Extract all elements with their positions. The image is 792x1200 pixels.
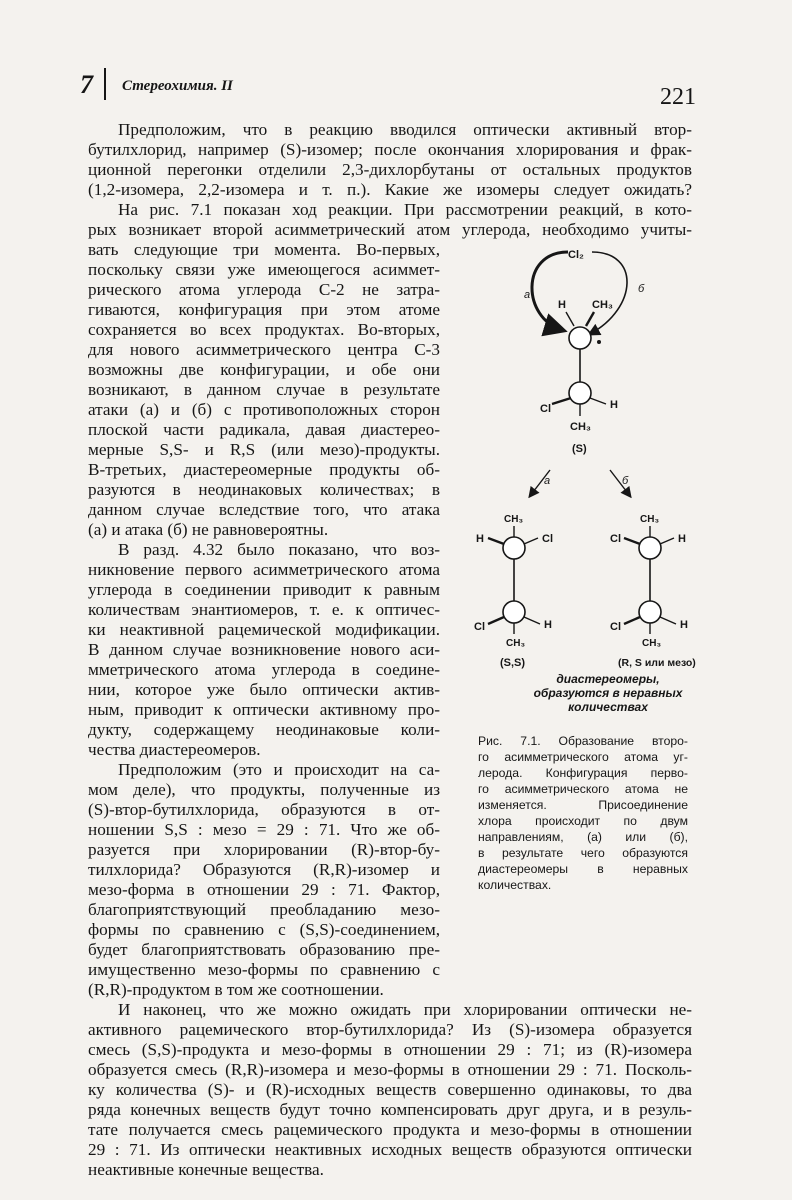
text-line: мметрического атома углерода в соедине-: [88, 660, 440, 679]
right-top-carbon: [639, 537, 661, 559]
text-line: мезо-форма в отношении 29 : 71. Фактор,: [88, 880, 440, 899]
text-line: В данном случае возникновение нового аси-: [88, 640, 440, 659]
text-line: ку количества (S)- и (R)-исходных веществ совершенно одинаковы, то два: [88, 1080, 692, 1099]
figure-caption-line: направлениям, (а) или (б),: [478, 830, 688, 844]
mid-ch3-label: CH₃: [570, 421, 591, 433]
text-line: атаки (а) и (б) с противоположных сторон: [88, 400, 440, 419]
attack-b-label: б: [638, 283, 645, 295]
text-line: Предположим (это и происходит на са-: [118, 760, 440, 779]
text-line: никновение первого асимметрического атома: [88, 560, 440, 579]
text-line: неактивные конечные вещества.: [88, 1160, 324, 1179]
text-line: ряда конечных веществ будут точно компенсировать друг друга, и в резуль-: [88, 1100, 692, 1119]
left-bottom-ch3: CH₃: [506, 638, 526, 649]
text-line: тате получается смесь рацемического продукта и мезо-формы в отношении: [88, 1120, 692, 1139]
mid-h-label: H: [610, 399, 618, 411]
text-line: мом деле), что продукты, полученные из: [88, 780, 440, 799]
start-label: (S): [572, 443, 587, 455]
figure-caption-line: Рис. 7.1. Образование второ-: [478, 734, 688, 748]
left-top-h: H: [476, 533, 484, 545]
text-line: образуется смесь (R,R)-изомера и мезо-формы в отношении 29 : 71. Посколь-: [88, 1060, 692, 1079]
page-number: 221: [660, 84, 696, 110]
header-divider: [104, 68, 106, 100]
text-line: поскольку связи уже имеющегося асиммет-: [88, 260, 440, 279]
asym-carbon: [569, 382, 591, 404]
text-line: В-третьих, диастереомерные продукты об-: [88, 460, 440, 479]
text-line: данном случае вследствие того, что атака: [88, 500, 440, 519]
text-line: В разд. 4.32 было показано, что воз-: [118, 540, 440, 559]
arrow-b-label: б: [622, 475, 629, 487]
text-line: 29 : 71. Из оптически неактивных исходных веществ образуются оптически: [88, 1140, 692, 1159]
text-line: И наконец, что же можно ожидать при хлорировании оптически не-: [118, 1000, 692, 1019]
left-top-cl: Cl: [542, 533, 553, 545]
text-line: (1,2-изомера, 2,2-изомера и т. п.). Какие же изомеры следует ожидать?: [88, 180, 692, 199]
text-line: разуется при хлорировании (R)-втор-бу-: [88, 840, 440, 859]
text-line: ки неактивной рацемической модификации.: [88, 620, 440, 639]
figure-caption-line: изменяется. Присоединение: [478, 798, 688, 812]
right-bottom-carbon: [639, 601, 661, 623]
left-bottom-h: H: [544, 619, 552, 631]
text-line: для нового асимметрического центра С-3: [88, 340, 440, 359]
diastereomer-note-line3: количествах: [568, 700, 648, 714]
text-line: мерные S,S- и R,S (или мезо)-продукты.: [88, 440, 440, 459]
text-line: будет благоприятствовать образованию пре-: [88, 940, 440, 959]
text-line: ционной перегонки отделили 2,3-дихлорбутаны от остальных продуктов: [88, 160, 692, 179]
arrow-a-label: а: [544, 475, 551, 487]
text-line: чества диастереомеров.: [88, 740, 261, 759]
text-line: тилхлорида? Образуются (R,R)-изомер и: [88, 860, 440, 879]
attack-a-label: а: [524, 289, 531, 301]
right-top-cl: Cl: [610, 533, 621, 545]
reaction-figure: [460, 238, 700, 678]
left-top-carbon: [503, 537, 525, 559]
top-h-label: H: [558, 299, 566, 311]
text-line: бутилхлорид, например (S)-изомер; после окончания хлорирования и фрак-: [88, 140, 692, 159]
text-line: формы по сравнению с (S,S)-соединением,: [88, 920, 440, 939]
figure-caption-line: лерода. Конфигурация перво-: [478, 766, 688, 780]
text-line: углерода в соединении приводит к равным: [88, 580, 440, 599]
text-line: возникают, в данном случае в результате: [88, 380, 440, 399]
text-line: активного рацемического втор-бутилхлорида? Из (S)-изомера образуется: [88, 1020, 692, 1039]
text-line: смесь (S,S)-продукта и мезо-формы в отношении 29 : 71; из (R)-изомера: [88, 1040, 692, 1059]
diastereomer-note-line2: образуются в неравных: [533, 686, 683, 700]
right-bottom-cl: Cl: [610, 621, 621, 633]
cl2-label: Cl₂: [568, 249, 584, 261]
text-line: разуются в неодинаковых количествах; в: [88, 480, 440, 499]
chapter-number: 7: [80, 70, 93, 99]
text-line: Предположим, что в реакцию вводился оптически активный втор-: [118, 120, 692, 139]
left-top-ch3: CH₃: [504, 514, 524, 525]
attack-arc-a: [532, 252, 568, 330]
text-line: (S)-втор-бутилхлорида, образуются в от-: [88, 800, 440, 819]
figure-caption-line: в результате чего образуются: [478, 846, 688, 860]
text-line: возможны две конфигурации, и обе они: [88, 360, 440, 379]
attack-arc-b: [590, 252, 627, 334]
text-line: ношении S,S : мезо = 29 : 71. Что же об-: [88, 820, 440, 839]
running-title: Стереохимия. II: [122, 78, 233, 94]
text-line: (а) и атака (б) не равновероятны.: [88, 520, 329, 539]
figure-caption-line: го асимметрического атома не: [478, 782, 688, 796]
text-line: вать следующие три момента. Во-первых,: [88, 240, 440, 259]
text-line: На рис. 7.1 показан ход реакции. При рассмотрении реакций, в кото-: [118, 200, 692, 219]
text-line: имущественно мезо-формы по сравнению с: [88, 960, 440, 979]
figure-caption-line: диастереомеры в неравных: [478, 862, 688, 876]
top-ch3-label: CH₃: [592, 299, 613, 311]
text-line: нии, которое уже было оптически актив-: [88, 680, 440, 699]
text-line: дукту, содержащему неодинаковые коли-: [88, 720, 440, 739]
text-line: сохраняется во всех продуктах. Во-вторых,: [88, 320, 440, 339]
text-line: гиваются, конфигурация при этом атоме: [88, 300, 440, 319]
radical-carbon: [569, 327, 591, 349]
right-product-label: (R, S или мезо): [618, 657, 696, 669]
text-line: рых возникает второй асимметрический атом углерода, необходимо учиты-: [88, 220, 692, 239]
right-top-h: H: [678, 533, 686, 545]
figure-caption-line: количествах.: [478, 878, 552, 892]
left-bottom-carbon: [503, 601, 525, 623]
diastereomer-note-line1: диастереомеры,: [556, 672, 660, 686]
right-bottom-ch3: CH₃: [642, 638, 662, 649]
left-product-label: (S,S): [500, 657, 526, 669]
text-line: количествам энантиомеров, т. е. к оптичес-: [88, 600, 440, 619]
text-line: плоской части радикала, давая диастерео-: [88, 420, 440, 439]
text-line: рического атома углерода С-2 не затра-: [88, 280, 440, 299]
text-line: благоприятствующий преобладанию мезо-: [88, 900, 440, 919]
figure-caption-line: го асимметрического атома уг-: [478, 750, 688, 764]
text-line: (R,R)-продуктом в том же соотношении.: [88, 980, 384, 999]
left-bottom-cl: Cl: [474, 621, 485, 633]
text-line: ным, приводит к оптически активному про-: [88, 700, 440, 719]
figure-caption-line: хлора происходит по двум: [478, 814, 688, 828]
mid-cl-label: Cl: [540, 403, 551, 415]
right-top-ch3: CH₃: [640, 514, 660, 525]
right-bottom-h: H: [680, 619, 688, 631]
